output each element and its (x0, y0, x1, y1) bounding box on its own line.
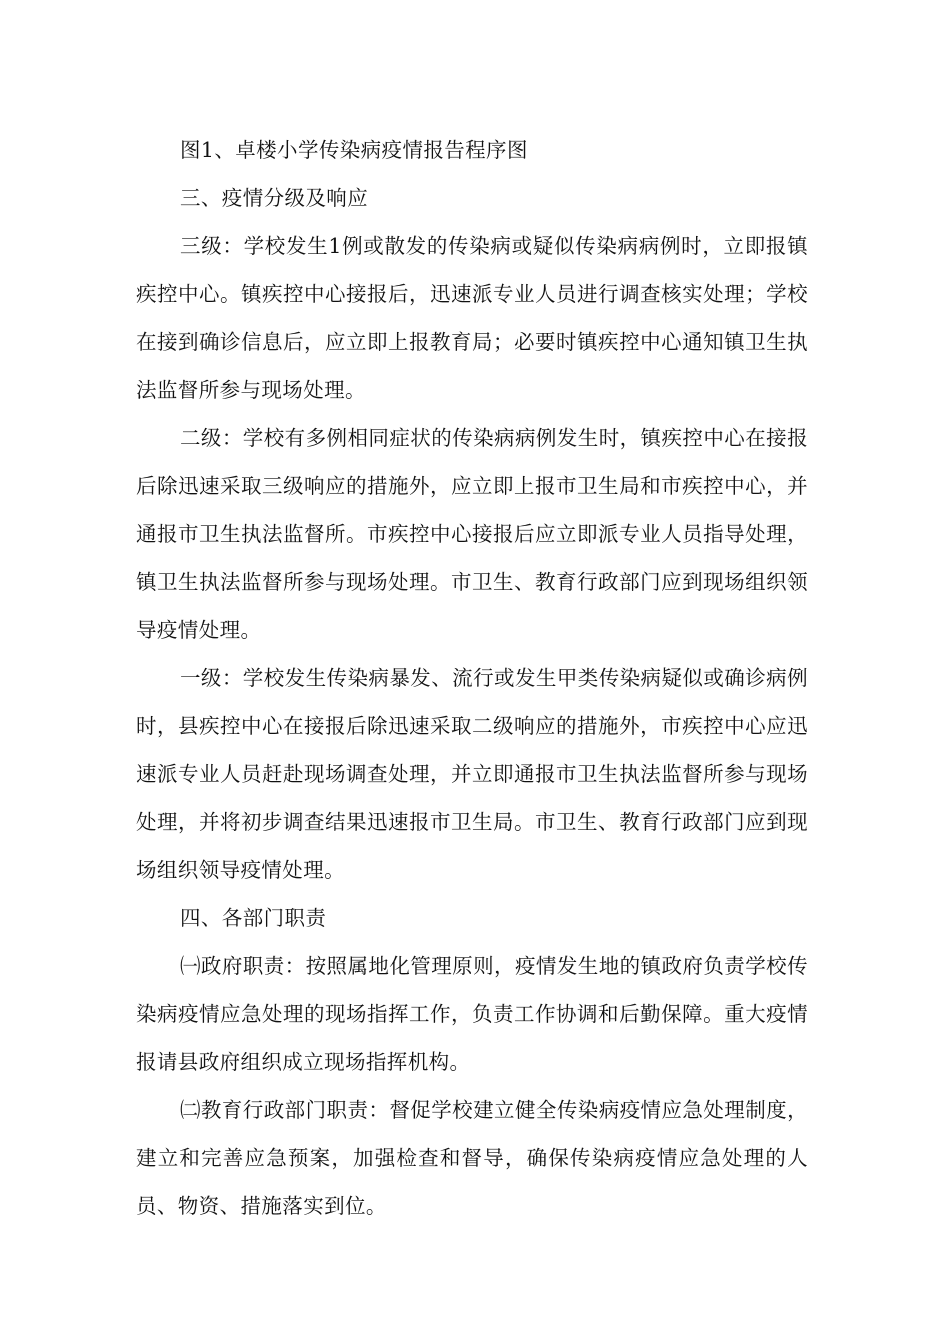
paragraph-government-duty: ㈠政府职责：按照属地化管理原则，疫情发生地的镇政府负责学校传染病疫情应急处理的现场指挥工作，负责工作协调和后勤保障。重大疫情报请县政府组织成立现场指挥机构。 (136, 954, 808, 1074)
paragraph-level-1: 一级：学校发生传染病暴发、流行或发生甲类传染病疑似或确诊病例时，县疾控中心在接报后除迅速采取二级响应的措施外，市疾控中心应迅速派专业人员赶赴现场调查处理，并立即通报市卫生执法监督所参与现场处理，并将初步调查结果迅速报市卫生局。市卫生、教育行政部门应到现场组织领导疫情处理。 (136, 666, 808, 882)
paragraph-level-3: 三级：学校发生1例或散发的传染病或疑似传染病病例时，立即报镇疾控中心。镇疾控中心接报后，迅速派专业人员进行调查核实处理；学校在接到确诊信息后，应立即上报教育局；必要时镇疾控中心通知镇卫生执法监督所参与现场处理。 (136, 234, 808, 402)
paragraph-level-2: 二级：学校有多例相同症状的传染病病例发生时，镇疾控中心在接报后除迅速采取三级响应的措施外，应立即上报市卫生局和市疾控中心，并通报市卫生执法监督所。市疾控中心接报后应立即派专业人员指导处理，镇卫生执法监督所参与现场处理。市卫生、教育行政部门应到现场组织领导疫情处理。 (136, 426, 808, 642)
section-heading-duties: 四、各部门职责 (180, 906, 327, 930)
document-body (136, 126, 808, 1230)
section-heading-grading: 三、疫情分级及响应 (180, 186, 369, 210)
paragraph-education-duty: ㈡教育行政部门职责：督促学校建立健全传染病疫情应急处理制度，建立和完善应急预案，加强检查和督导，确保传染病疫情应急处理的人员、物资、措施落实到位。 (136, 1098, 808, 1218)
figure-caption: 图1、卓楼小学传染病疫情报告程序图 (180, 138, 528, 162)
